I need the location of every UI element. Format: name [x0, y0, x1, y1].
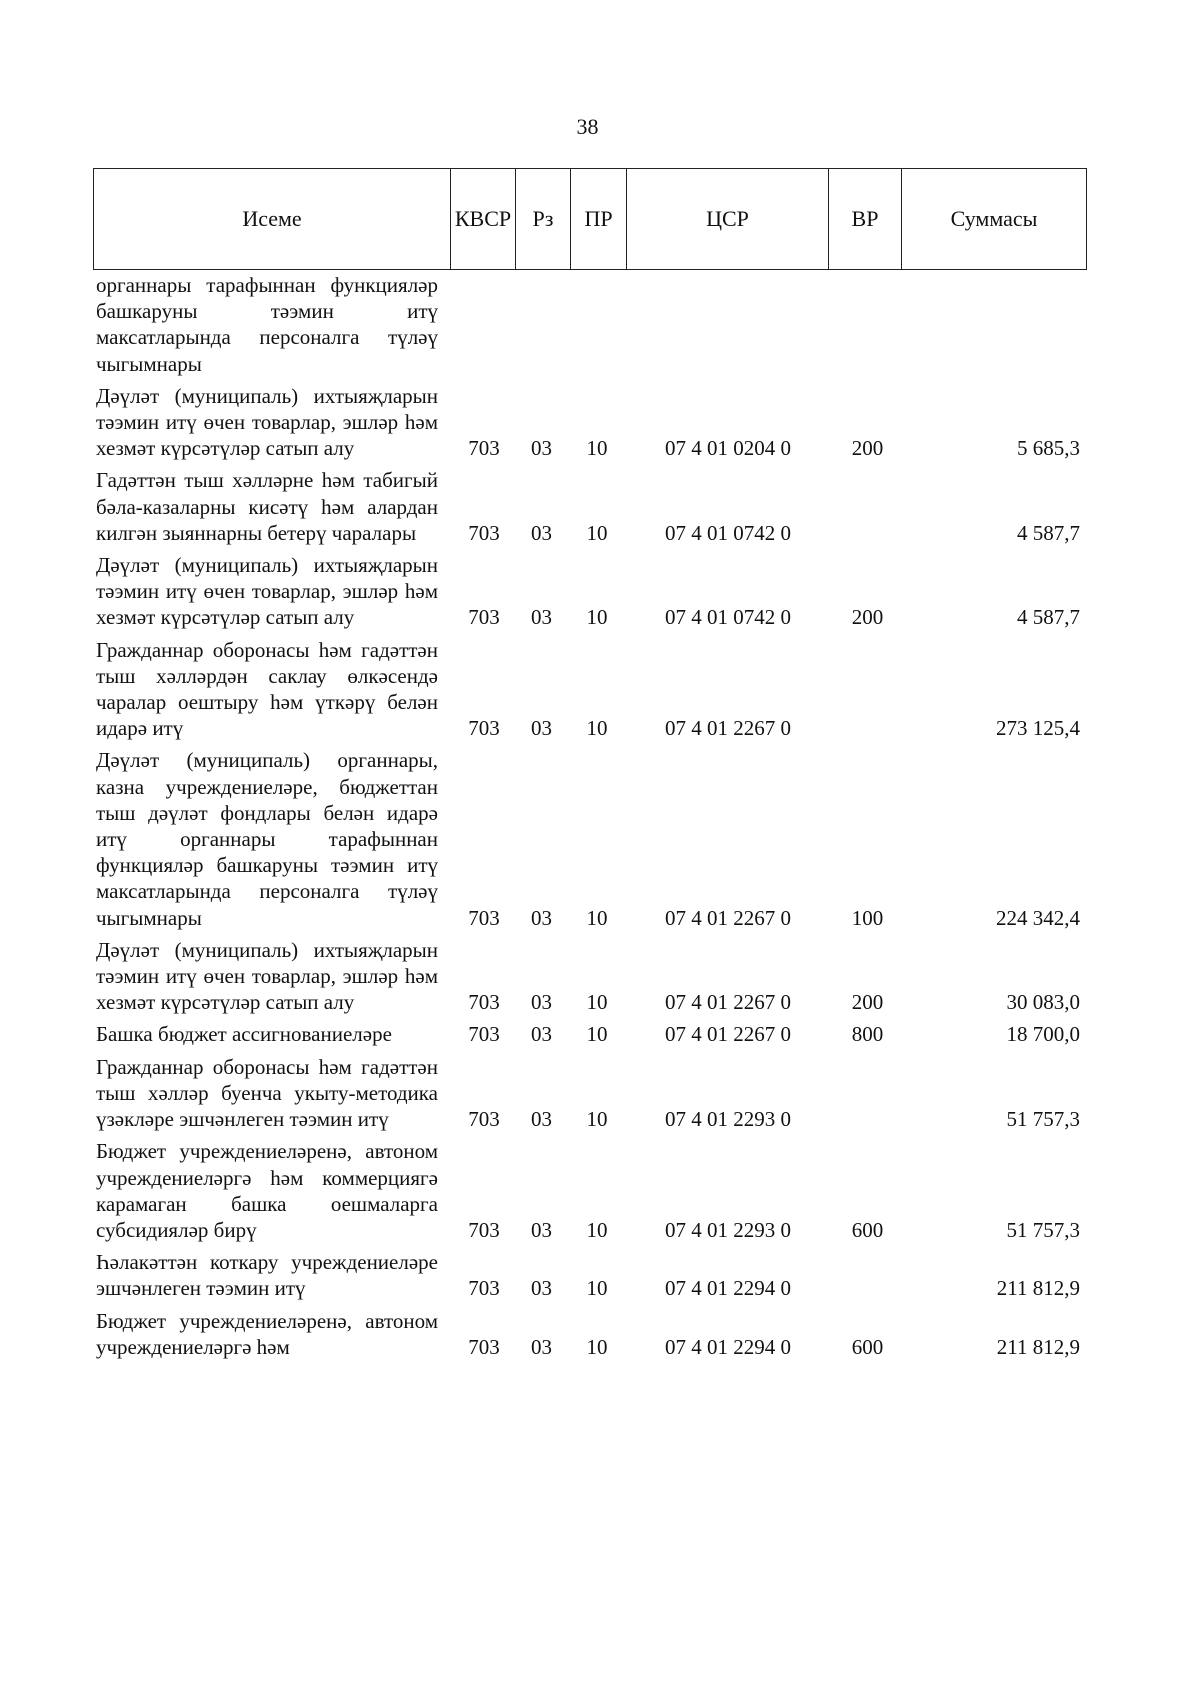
- table-row: [96, 937, 1086, 1016]
- row-kvsr: 703: [468, 520, 500, 545]
- row-name: Дәүләт (муниципаль) ихтыяҗларын тәэмин итү өчен товарлар, эшләр һәм хезмәт күрсәтүләр сатып алу: [96, 383, 438, 461]
- header-csr: ЦСР: [627, 169, 829, 269]
- row-kvsr: 703: [468, 990, 500, 1015]
- table-row: [96, 1021, 1086, 1047]
- table-row: [96, 1308, 1086, 1360]
- row-csr: 07 4 01 2267 0: [665, 905, 791, 930]
- header-sum: Суммасы: [950, 206, 1038, 231]
- row-kvsr: 703: [468, 1334, 500, 1359]
- table-header: [93, 168, 1087, 270]
- table-row: [96, 272, 1086, 377]
- row-name: Гадәттән тыш хәлләрне һәм табигый бәла-казаларны кисәтү һәм алардан килгән зыяннарны бетерү чаралары: [96, 468, 438, 545]
- row-rz: 03: [531, 1107, 552, 1132]
- page-number: 38: [576, 114, 599, 139]
- row-vr: 100: [851, 905, 884, 930]
- row-kvsr: 703: [468, 1217, 500, 1242]
- row-sum: 30 083,0: [1006, 990, 1080, 1015]
- row-rz: 03: [531, 605, 552, 630]
- row-csr: 07 4 01 2267 0: [665, 990, 791, 1015]
- row-name: органнары тарафыннан функцияләр башкаруны тәэмин итү максатларында персоналга түләү чыгымнары: [96, 273, 438, 376]
- table-row: [96, 1249, 1086, 1301]
- row-name: Дәүләт (муниципаль) ихтыяҗларын тәэмин итү өчен товарлар, эшләр һәм хезмәт күрсәтүләр сатып алу: [96, 553, 438, 630]
- table-row: [96, 747, 1086, 930]
- row-name: Гражданнар оборонасы һәм гадәттән тыш хәлләр буенча укыту-методика үзәкләре эшчәнлеген тәэмин итү: [96, 1054, 438, 1132]
- row-vr: 200: [851, 990, 884, 1015]
- row-kvsr: 703: [468, 716, 500, 741]
- row-sum: 5 685,3: [1017, 436, 1080, 461]
- row-sum: 4 587,7: [1017, 605, 1080, 630]
- row-rz: 03: [531, 436, 552, 461]
- row-rz: 03: [531, 716, 552, 741]
- row-csr: 07 4 01 2294 0: [665, 1276, 791, 1301]
- row-name: Дәүләт (муниципаль) органнары, казна учреждениеләре, бюджеттан тыш дәүләт фондлары белән идарә итү органнары тарафыннан функцияләр башкаруны тәэмин итү максатларында персоналга түләү чыгымнары: [96, 748, 438, 930]
- row-pr: 10: [586, 716, 608, 741]
- row-pr: 10: [586, 905, 608, 930]
- row-sum: 273 125,4: [996, 716, 1080, 741]
- row-kvsr: 703: [468, 605, 500, 630]
- row-name: Һәлакәттән коткару учреждениеләре эшчәнлеген тәэмин итү: [96, 1250, 438, 1301]
- row-csr: 07 4 01 2293 0: [665, 1107, 791, 1132]
- row-sum: 211 812,9: [996, 1276, 1080, 1301]
- header-rz: Рз: [516, 169, 571, 269]
- row-pr: 10: [586, 1217, 608, 1242]
- row-pr: 10: [586, 1276, 608, 1301]
- row-pr: 10: [586, 520, 608, 545]
- row-name: Гражданнар оборонасы һәм гадәттән тыш хәлләрдән саклау өлкәсендә чаралар оештыру һәм үткәрү белән идарә итү: [96, 637, 438, 741]
- row-rz: 03: [531, 905, 552, 930]
- row-rz: 03: [531, 990, 552, 1015]
- row-sum: 4 587,7: [1017, 520, 1080, 545]
- row-csr: 07 4 01 2267 0: [665, 716, 791, 741]
- row-csr: 07 4 01 0742 0: [665, 520, 791, 545]
- row-name: Дәүләт (муниципаль) ихтыяҗларын тәэмин итү өчен товарлар, эшләр һәм хезмәт күрсәтүләр сатып алу: [96, 937, 438, 1015]
- row-name: Башка бюджет ассигнованиеләре: [96, 1022, 392, 1047]
- row-vr: 200: [851, 605, 884, 630]
- row-rz: 03: [531, 1276, 552, 1301]
- row-pr: 10: [586, 436, 608, 461]
- table-row: [96, 1054, 1086, 1133]
- row-vr: 800: [851, 1022, 884, 1047]
- row-csr: 07 4 01 2267 0: [665, 1022, 791, 1047]
- row-kvsr: 703: [468, 436, 500, 461]
- header-kvsr: КВСР: [451, 169, 516, 269]
- row-vr: 200: [851, 436, 884, 461]
- table-row: [96, 467, 1086, 546]
- table-row: [96, 383, 1086, 462]
- header-vr: ВР: [829, 169, 902, 269]
- header-name: Исеме: [94, 169, 451, 269]
- row-name: Бюджет учреждениеләренә, автоном учреждениеләргә һәм коммерциягә карамаган башка оешмаларга субсидияләр бирү: [96, 1139, 438, 1242]
- row-pr: 10: [586, 1022, 608, 1047]
- row-name: Бюджет учреждениеләренә, автоном учреждениеләргә һәм: [96, 1308, 438, 1359]
- row-pr: 10: [586, 990, 608, 1015]
- row-kvsr: 703: [468, 1022, 500, 1047]
- table-row: [96, 637, 1086, 742]
- row-rz: 03: [531, 1217, 552, 1242]
- row-pr: 10: [586, 1334, 608, 1359]
- row-rz: 03: [531, 520, 552, 545]
- row-csr: 07 4 01 2294 0: [665, 1334, 791, 1359]
- row-vr: 600: [851, 1217, 884, 1242]
- row-csr: 07 4 01 0204 0: [665, 436, 791, 461]
- table-body: [96, 272, 1086, 1366]
- row-pr: 10: [586, 605, 608, 630]
- row-rz: 03: [531, 1334, 552, 1359]
- row-sum: 224 342,4: [996, 905, 1080, 930]
- row-csr: 07 4 01 0742 0: [665, 605, 791, 630]
- row-kvsr: 703: [468, 905, 500, 930]
- row-sum: 51 757,3: [1006, 1217, 1080, 1242]
- row-sum: 18 700,0: [1006, 1022, 1080, 1047]
- row-sum: 211 812,9: [996, 1334, 1080, 1359]
- header-pr: ПР: [571, 169, 627, 269]
- row-sum: 51 757,3: [1006, 1107, 1080, 1132]
- table-row: [96, 552, 1086, 631]
- row-pr: 10: [586, 1107, 608, 1132]
- row-vr: 600: [851, 1334, 884, 1359]
- table-row: [96, 1138, 1086, 1243]
- row-csr: 07 4 01 2293 0: [665, 1217, 791, 1242]
- row-rz: 03: [531, 1022, 552, 1047]
- row-kvsr: 703: [468, 1107, 500, 1132]
- row-kvsr: 703: [468, 1276, 500, 1301]
